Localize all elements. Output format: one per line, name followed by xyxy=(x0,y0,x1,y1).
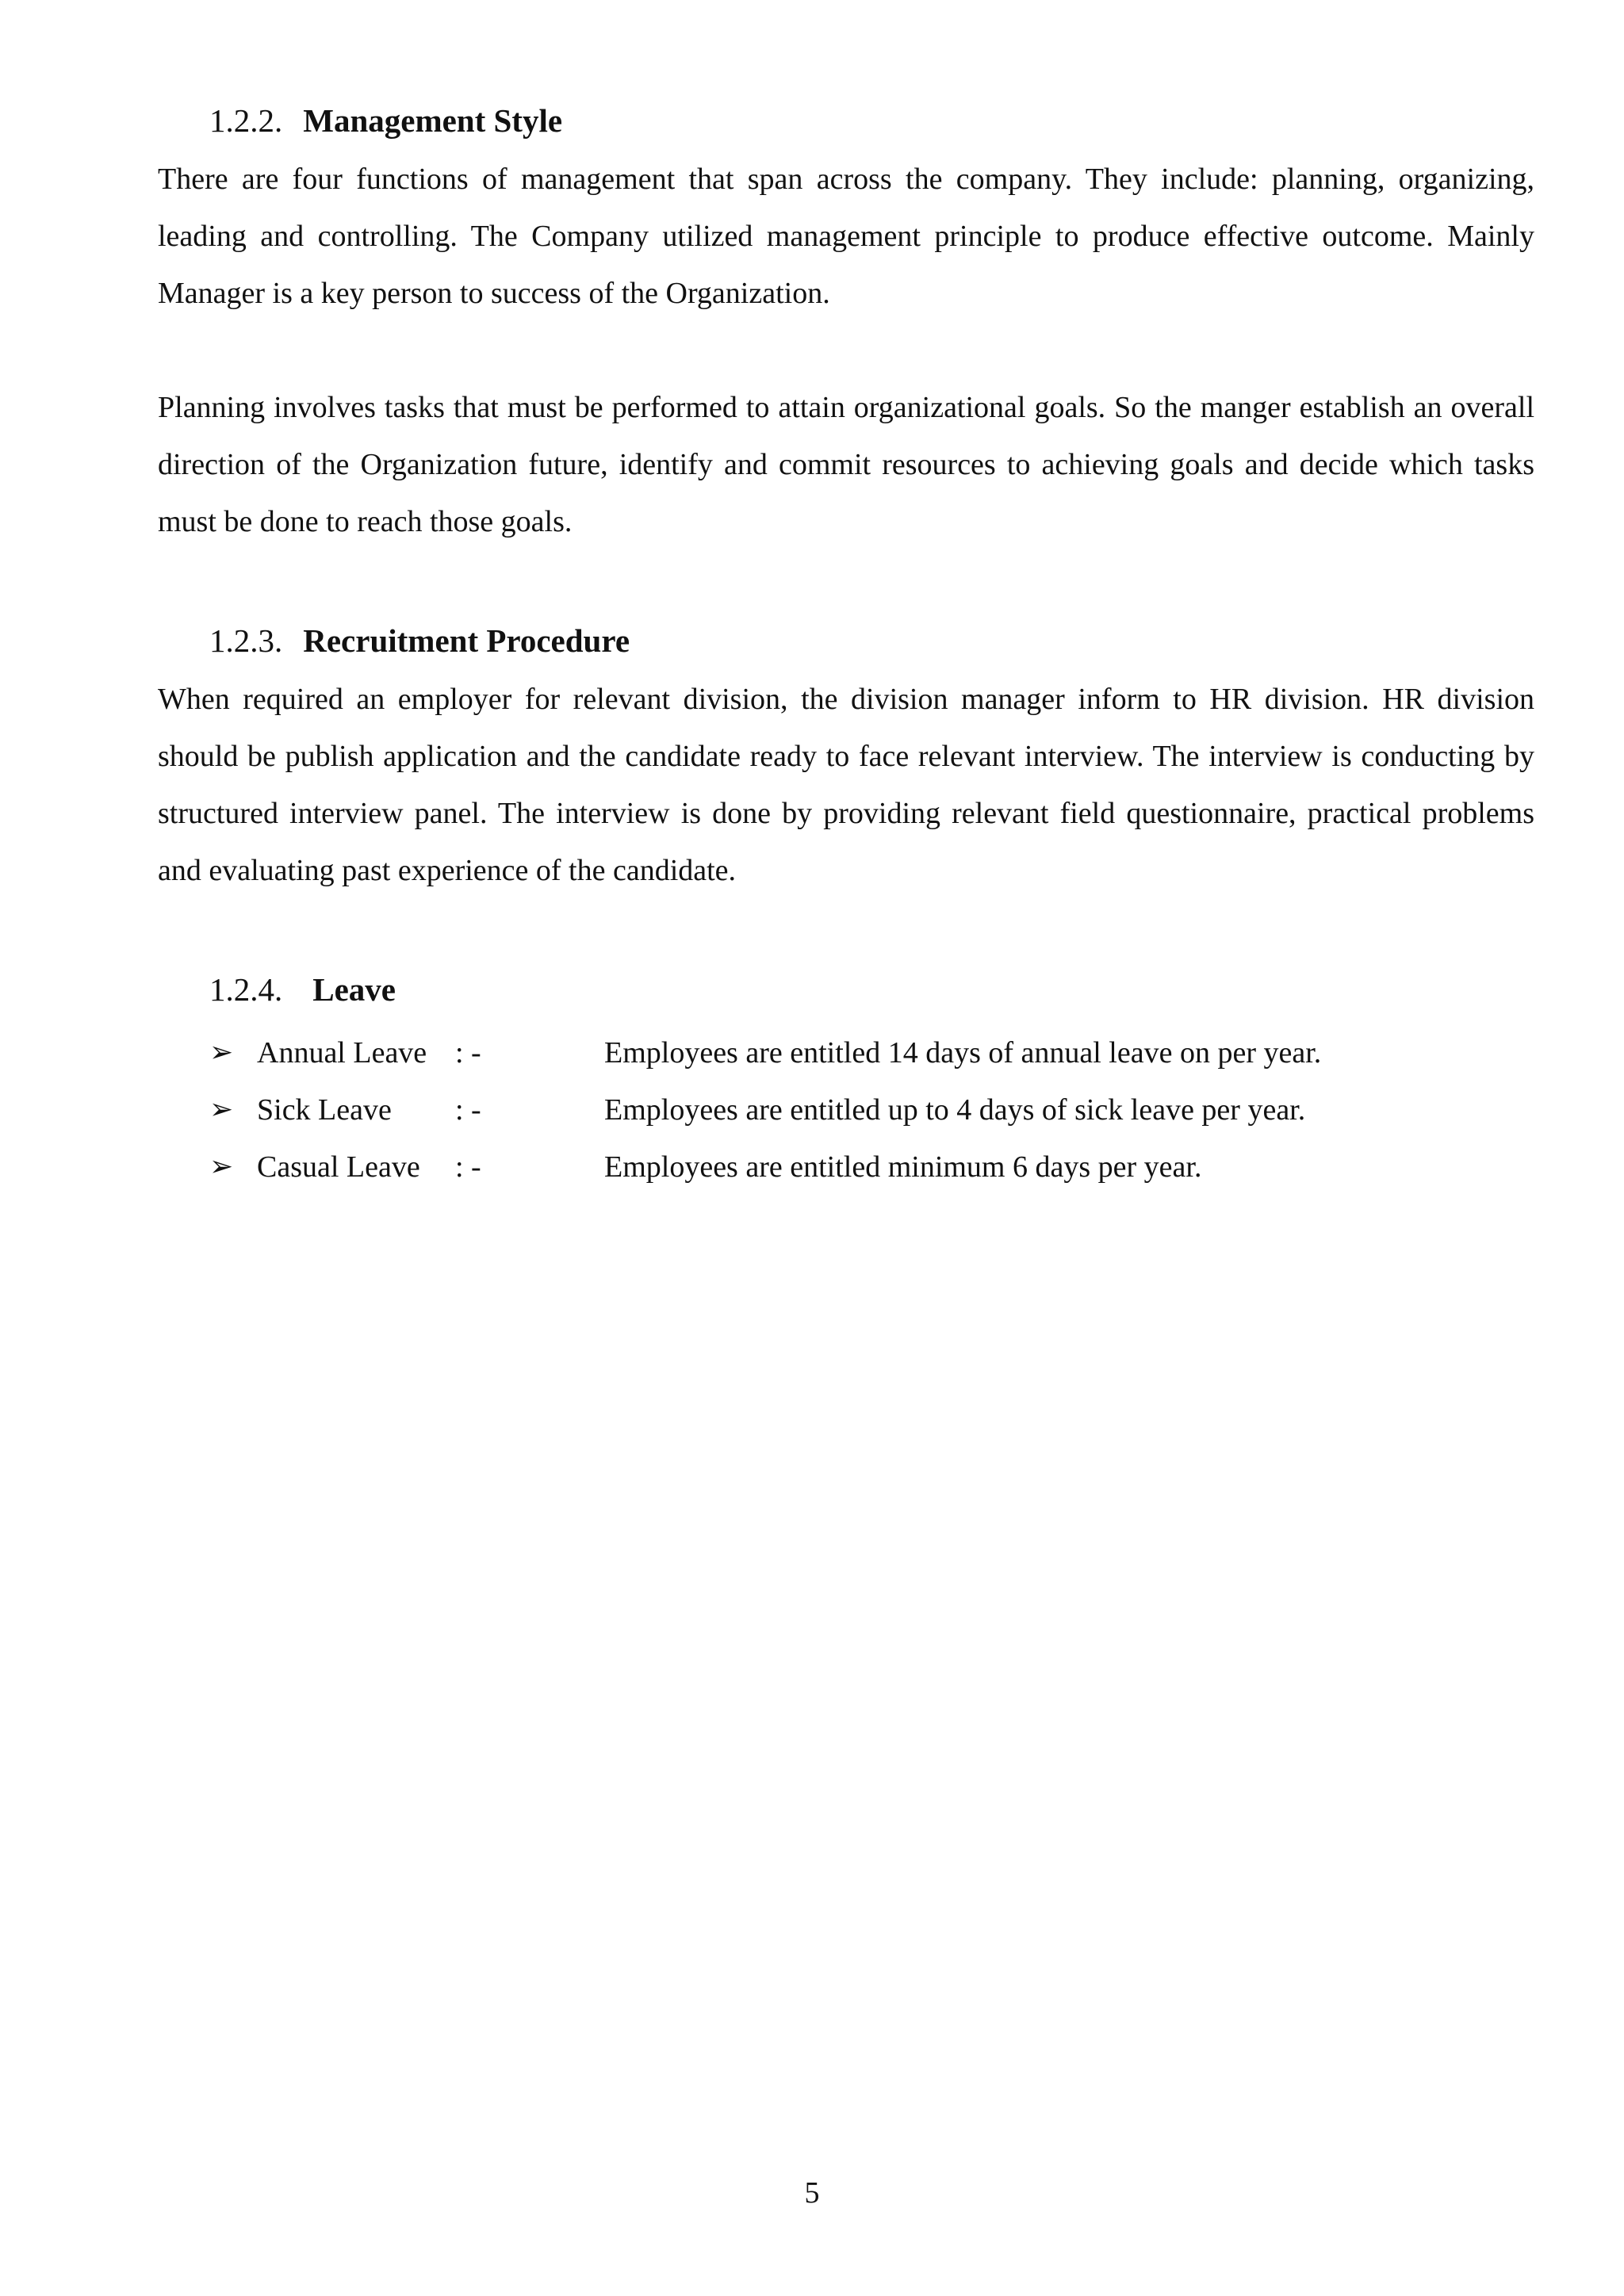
section-title: Management Style xyxy=(303,102,563,139)
arrow-bullet-icon: ➢ xyxy=(209,1150,234,1183)
leave-separator: : - xyxy=(455,1093,481,1127)
section-number: 1.2.3. xyxy=(209,622,283,659)
list-item-casual-leave xyxy=(209,1143,1399,1191)
leave-separator: : - xyxy=(455,1036,481,1070)
leave-type: Annual Leave xyxy=(257,1036,427,1070)
leave-description: Employees are entitled 14 days of annual leave on per year. xyxy=(604,1036,1322,1070)
leave-description: Employees are entitled minimum 6 days per year. xyxy=(604,1150,1202,1184)
paragraph-recruitment: When required an employer for relevant division, the division manager inform to HR division. HR division should be publish application and the candidate ready to face relevant interview. The interview is conducting by structured interview panel. The interview is done by providing relevant field questionnaire, practical problems and evaluating past experience of the candidate. xyxy=(158,683,1534,887)
section-heading-recruitment-procedure xyxy=(209,620,630,661)
arrow-bullet-icon: ➢ xyxy=(209,1093,234,1126)
leave-separator: : - xyxy=(455,1150,481,1184)
list-item-sick-leave xyxy=(209,1086,1399,1134)
section-heading-management-style xyxy=(209,100,562,141)
section-title: Recruitment Procedure xyxy=(303,622,630,659)
paragraph-planning: Planning involves tasks that must be performed to attain organizational goals. So the manger establish an overall direction of the Organization future, identify and commit resources to achieving goals and decide which tasks must be done to reach those goals. xyxy=(158,391,1534,538)
paragraph-management-functions: There are four functions of management that span across the company. They include: planning, organizing, leading and controlling. The Company utilized management principle to produce effective outcome. Mainly Manager is a key person to success of the Organization. xyxy=(158,163,1534,310)
leave-type: Sick Leave xyxy=(257,1093,392,1127)
leave-description: Employees are entitled up to 4 days of sick leave per year. xyxy=(604,1093,1306,1127)
page-number: 5 xyxy=(804,2176,820,2210)
list-item-annual-leave xyxy=(209,1029,1399,1077)
section-number: 1.2.4. xyxy=(209,971,283,1008)
arrow-bullet-icon: ➢ xyxy=(209,1036,234,1069)
section-number: 1.2.2. xyxy=(209,102,283,139)
leave-type: Casual Leave xyxy=(257,1150,420,1184)
section-heading-leave xyxy=(209,969,396,1010)
section-title: Leave xyxy=(312,971,396,1008)
